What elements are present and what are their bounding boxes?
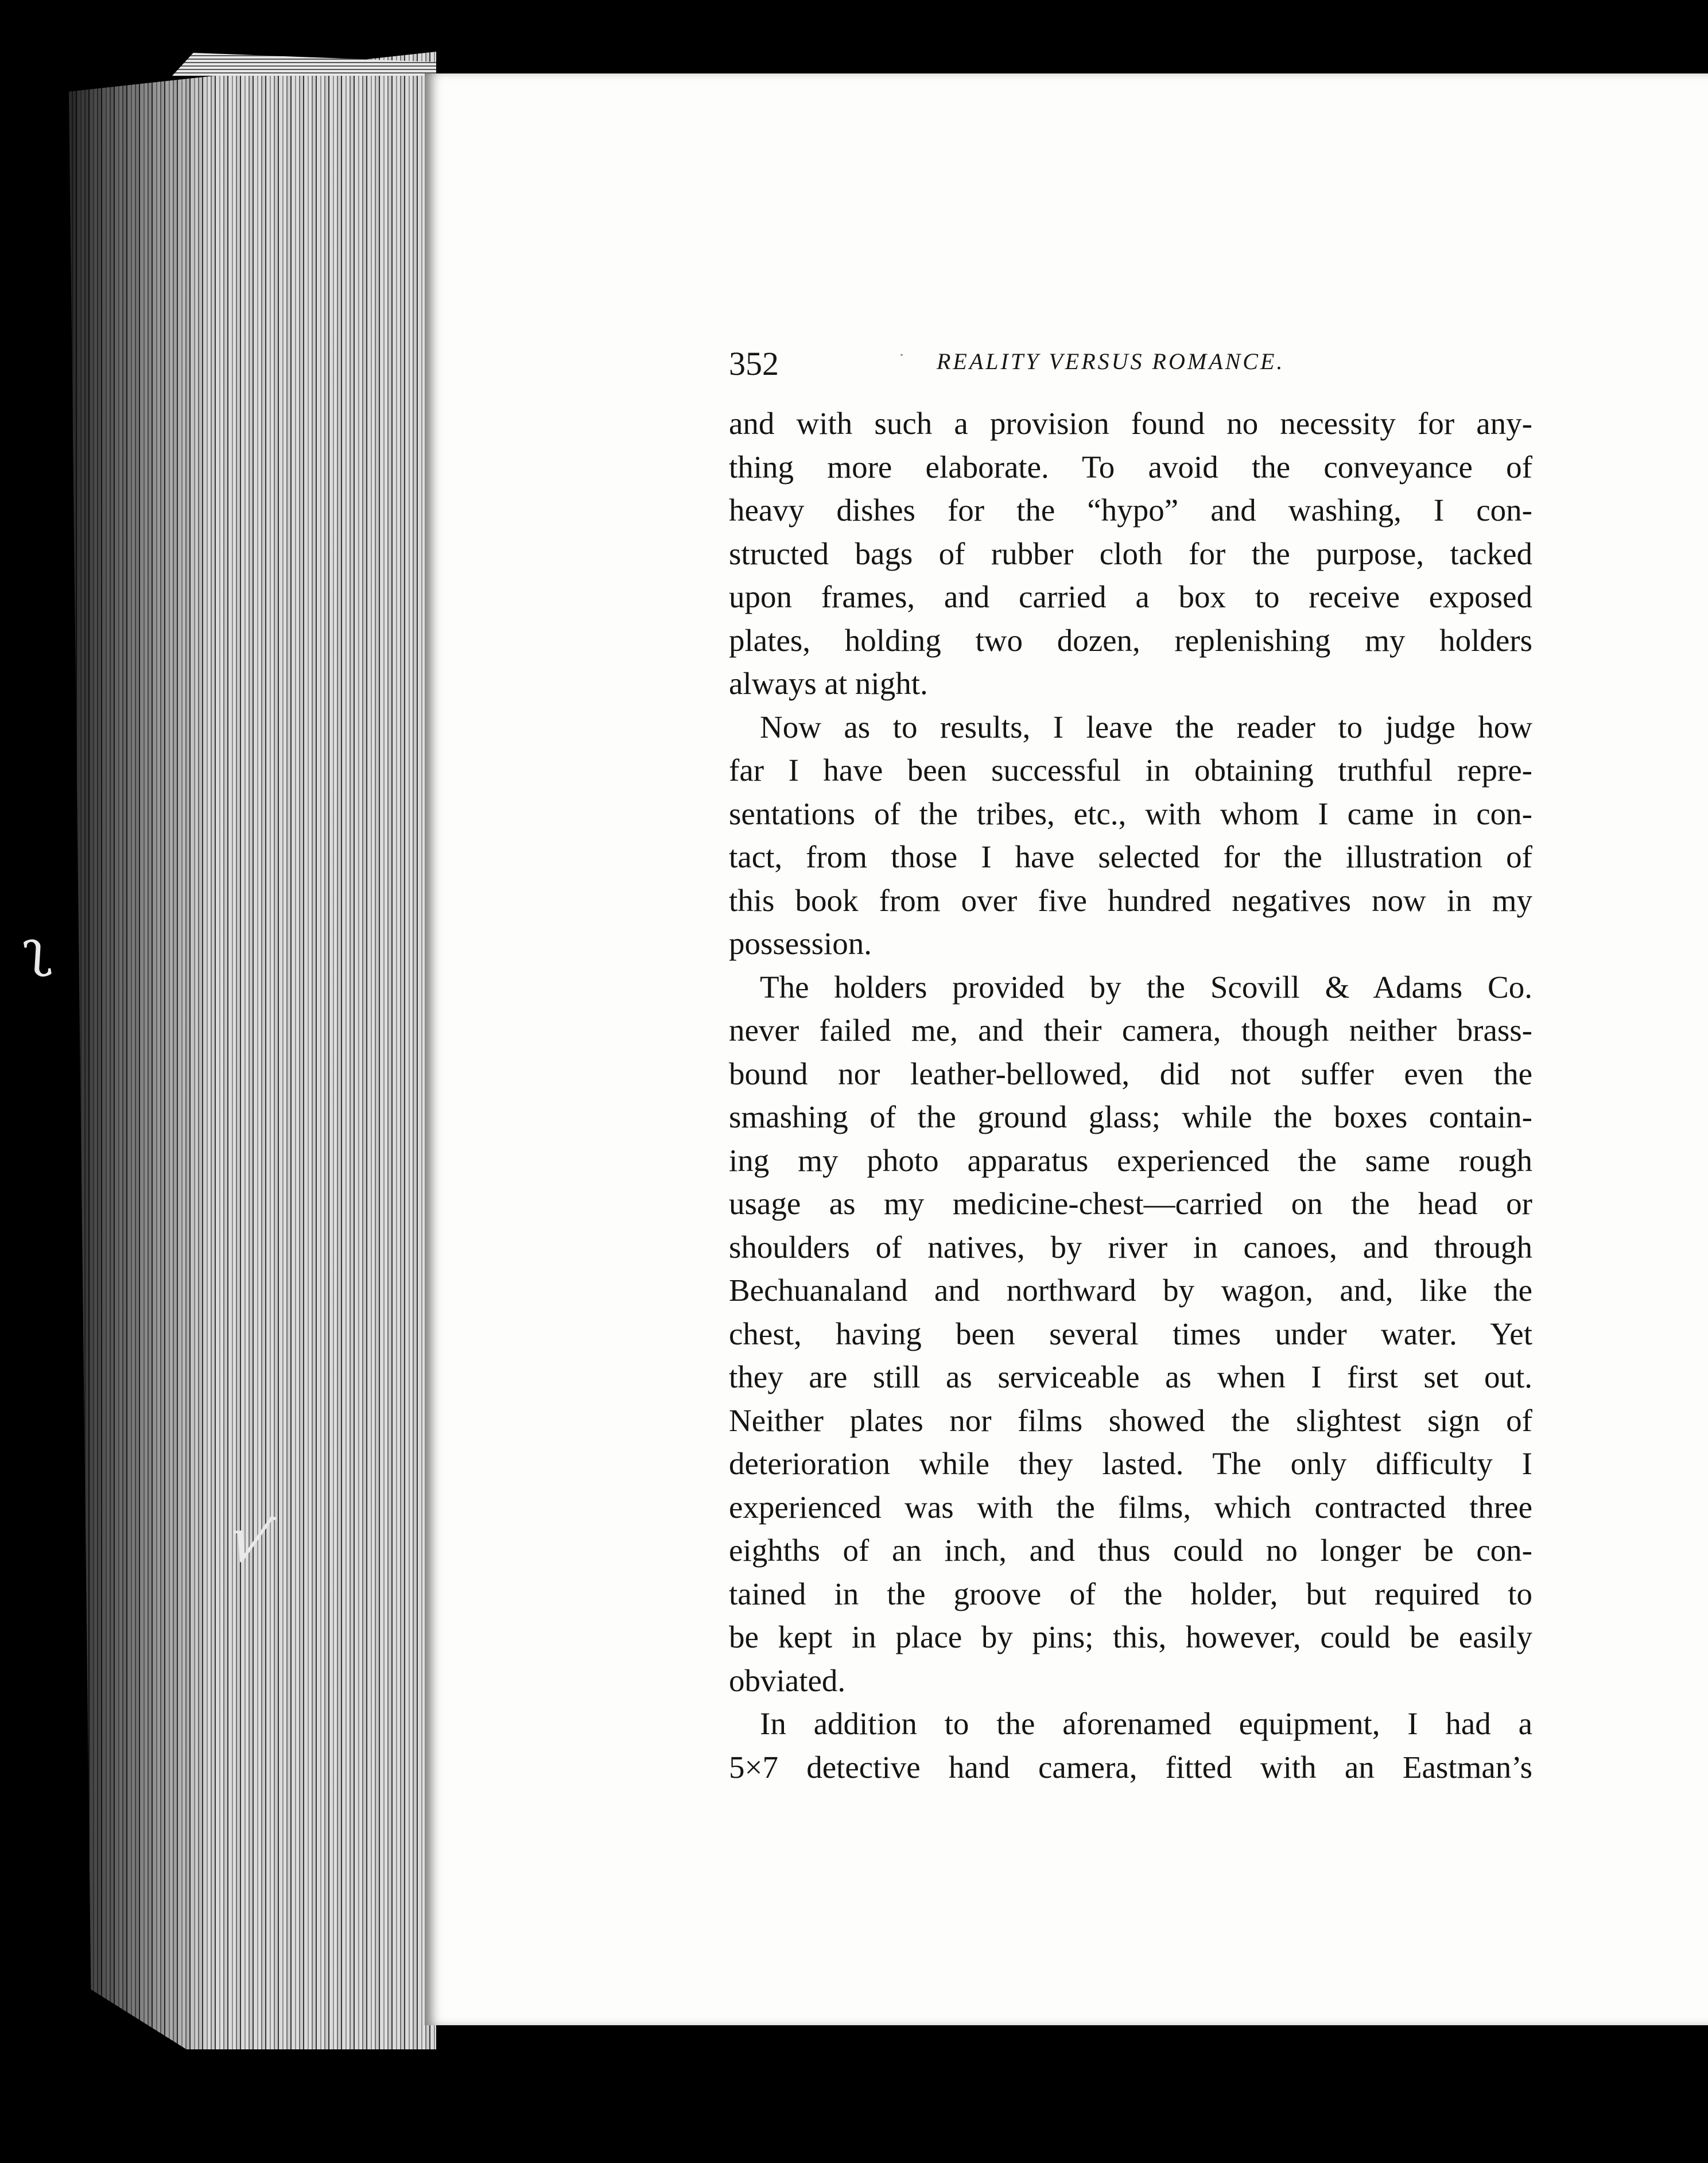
margin-pencil-mark: ʅ (18, 916, 53, 981)
text-line: deterioration while they lasted. The only difficulty I (729, 1446, 1532, 1481)
text-line: chest, having been several times under water. Yet (729, 1316, 1532, 1351)
text-line: shoulders of natives, by river in canoes, and through (729, 1229, 1532, 1265)
text-line: obviated. (729, 1662, 846, 1698)
page-number: 352 (729, 345, 779, 382)
paragraph-first-line: In addition to the aforenamed equipment, I had a (760, 1706, 1532, 1741)
margin-check-mark: √ (220, 1500, 279, 1581)
text-line: and with such a provision found no necessity for any- (729, 406, 1532, 441)
paragraph-first-line: Now as to results, I leave the reader to judge how (760, 709, 1532, 745)
text-line: always at night. (729, 666, 928, 701)
text-line: tained in the groove of the holder, but required to (729, 1576, 1532, 1611)
header-speck: · (899, 346, 905, 365)
text-line: this book from over five hundred negatives now in my (729, 882, 1532, 918)
paragraph-first-line: The holders provided by the Scovill & Adams Co. (760, 969, 1532, 1005)
text-line: experienced was with the films, which contracted three (729, 1489, 1532, 1525)
text-line: 5×7 detective hand camera, fitted with an Eastman’s (729, 1749, 1532, 1785)
text-line: smashing of the ground glass; while the boxes contain- (729, 1099, 1532, 1134)
text-line: heavy dishes for the “hypo” and washing, I con- (729, 493, 1532, 528)
binding-shadow (63, 52, 212, 2049)
text-line: Bechuanaland and northward by wagon, and, like the (729, 1273, 1532, 1308)
text-line: structed bags of rubber cloth for the purpose, tacked (729, 536, 1532, 571)
text-line: possession. (729, 926, 872, 961)
page-header (729, 343, 1314, 389)
text-line: tact, from those I have selected for the illustration of (729, 839, 1532, 874)
text-line: sentations of the tribes, etc., with whom I came in con- (729, 796, 1532, 831)
text-line: upon frames, and carried a box to receive exposed (729, 579, 1532, 614)
text-line: be kept in place by pins; this, however, could be easily (729, 1619, 1532, 1654)
text-line: far I have been successful in obtaining truthful repre- (729, 753, 1532, 788)
text-line: ing my photo apparatus experienced the same rough (729, 1142, 1532, 1178)
text-line: eighths of an inch, and thus could no longer be con- (729, 1533, 1532, 1568)
page-body-text (729, 402, 1532, 1789)
text-line: usage as my medicine-chest—carried on the head or (729, 1186, 1532, 1221)
text-line: thing more elaborate. To avoid the conveyance of (729, 449, 1532, 484)
running-head: REALITY VERSUS ROMANCE. (937, 348, 1285, 374)
text-line: Neither plates nor films showed the slightest sign of (729, 1402, 1532, 1438)
text-line: they are still as serviceable as when I first set out. (729, 1359, 1532, 1394)
text-line: bound nor leather-bellowed, did not suffer even the (729, 1056, 1532, 1091)
text-line: plates, holding two dozen, replenishing my holders (729, 622, 1532, 658)
text-line: never failed me, and their camera, though neither brass- (729, 1013, 1532, 1048)
